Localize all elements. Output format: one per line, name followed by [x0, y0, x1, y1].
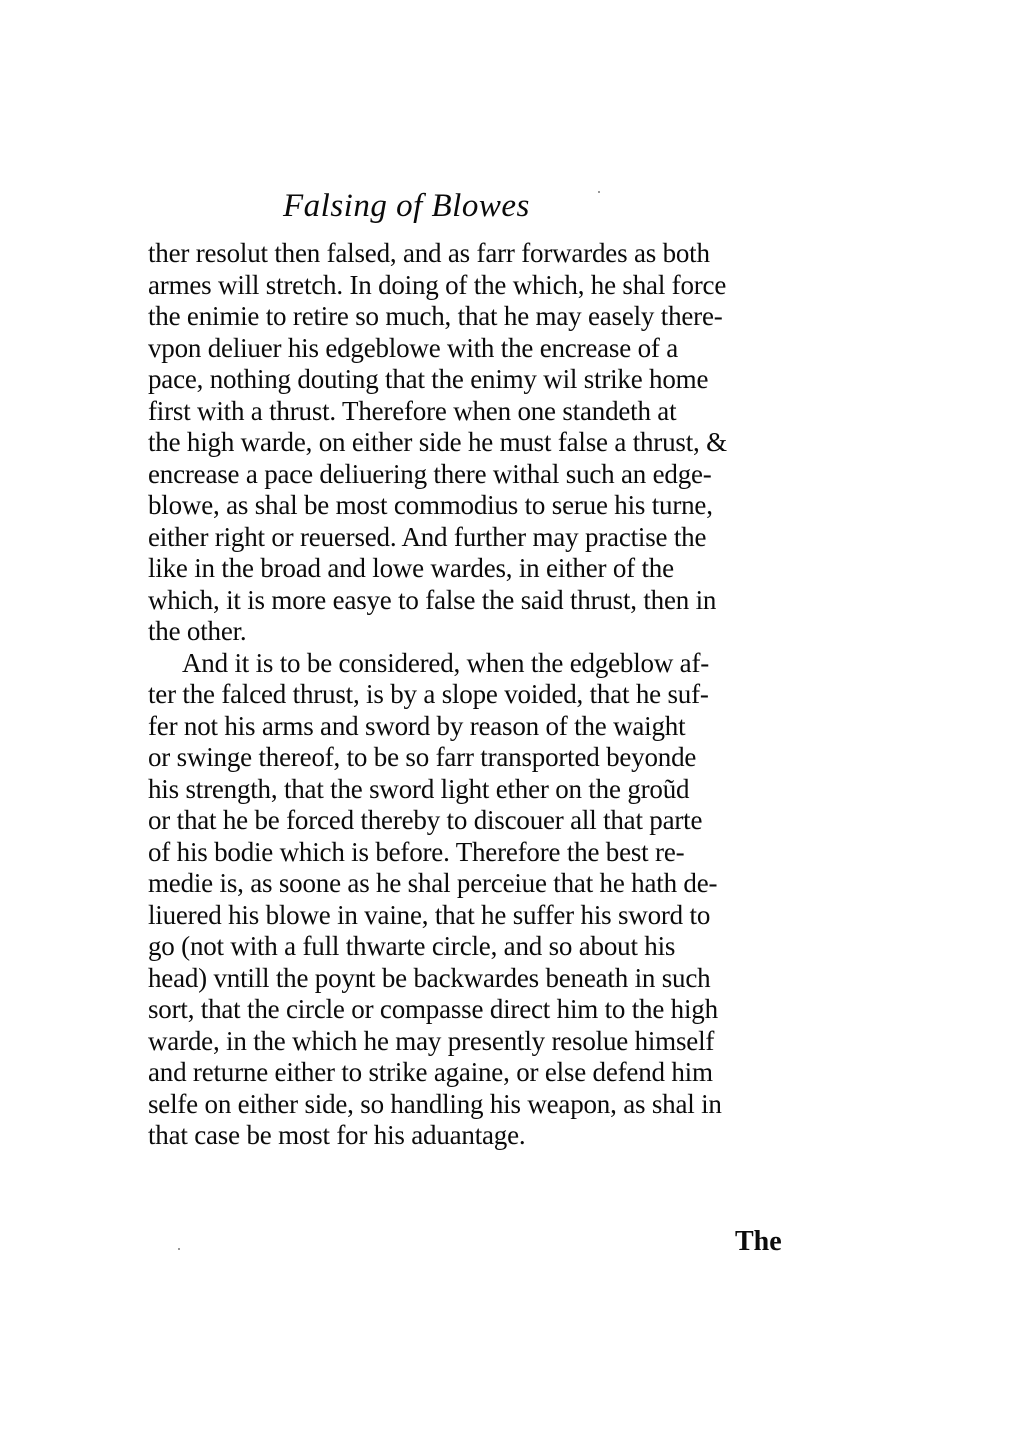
text-line: either right or reuersed. And further may practise the [148, 521, 707, 552]
body-text [148, 238, 788, 1152]
text-line: encrease a pace deliuering there withal such an edge- [148, 458, 712, 489]
text-line: the enimie to retire so much, that he may easely there- [148, 301, 723, 331]
text-line: the other. [148, 616, 247, 646]
text-line: of his bodie which is before. Therefore the best re- [148, 836, 685, 867]
text-line: first with a thrust. Therefore when one standeth at [148, 395, 677, 426]
text-line: or that he be forced thereby to discouer all that parte [148, 805, 703, 835]
scan-speck [598, 191, 600, 193]
text-line: And it is to be considered, when the edgeblow af- [182, 647, 710, 678]
text-line: medie is, as soone as he shal perceiue that he hath de- [148, 868, 718, 898]
text-line: selfe on either side, so handling his weapon, as shal in [148, 1088, 722, 1119]
text-line: sort, that the circle or compasse direct him to the high [148, 994, 718, 1024]
paragraph-1 [148, 238, 788, 648]
text-line: armes will stretch. In doing of the which, he shal force [148, 269, 727, 300]
text-line: his strength, that the sword light ether on the groũd [148, 773, 690, 804]
running-title: Falsing of Blowes [283, 188, 530, 224]
catchword: The [735, 1226, 782, 1257]
text-line: pace, nothing douting that the enimy wil strike home [148, 364, 709, 394]
text-line: the high warde, on either side he must false a thrust, & [148, 427, 727, 457]
text-line: ther resolut then falsed, and as farr forwardes as both [148, 238, 710, 268]
text-line: or swinge thereof, to be so farr transported beyonde [148, 742, 697, 772]
scan-speck [178, 1248, 180, 1250]
text-line: fer not his arms and sword by reason of the waight [148, 710, 686, 741]
text-line: that case be most for his aduantage. [148, 1120, 526, 1150]
text-line: like in the broad and lowe wardes, in either of the [148, 553, 674, 583]
text-line: which, it is more easye to false the said thrust, then in [148, 584, 717, 615]
text-line: and returne either to strike againe, or else defend him [148, 1057, 713, 1087]
text-line: vpon deliuer his edgeblowe with the encrease of a [148, 332, 679, 363]
text-line: liuered his blowe in vaine, that he suffer his sword to [148, 899, 711, 930]
text-line: ter the falced thrust, is by a slope voided, that he suf- [148, 679, 709, 709]
text-line: blowe, as shal be most commodius to serue his turne, [148, 490, 713, 520]
text-line: warde, in the which he may presently resolue himself [148, 1025, 715, 1056]
paragraph-2 [148, 648, 788, 1152]
text-line: go (not with a full thwarte circle, and so about his [148, 931, 676, 961]
text-line: head) vntill the poynt be backwardes beneath in such [148, 962, 711, 993]
